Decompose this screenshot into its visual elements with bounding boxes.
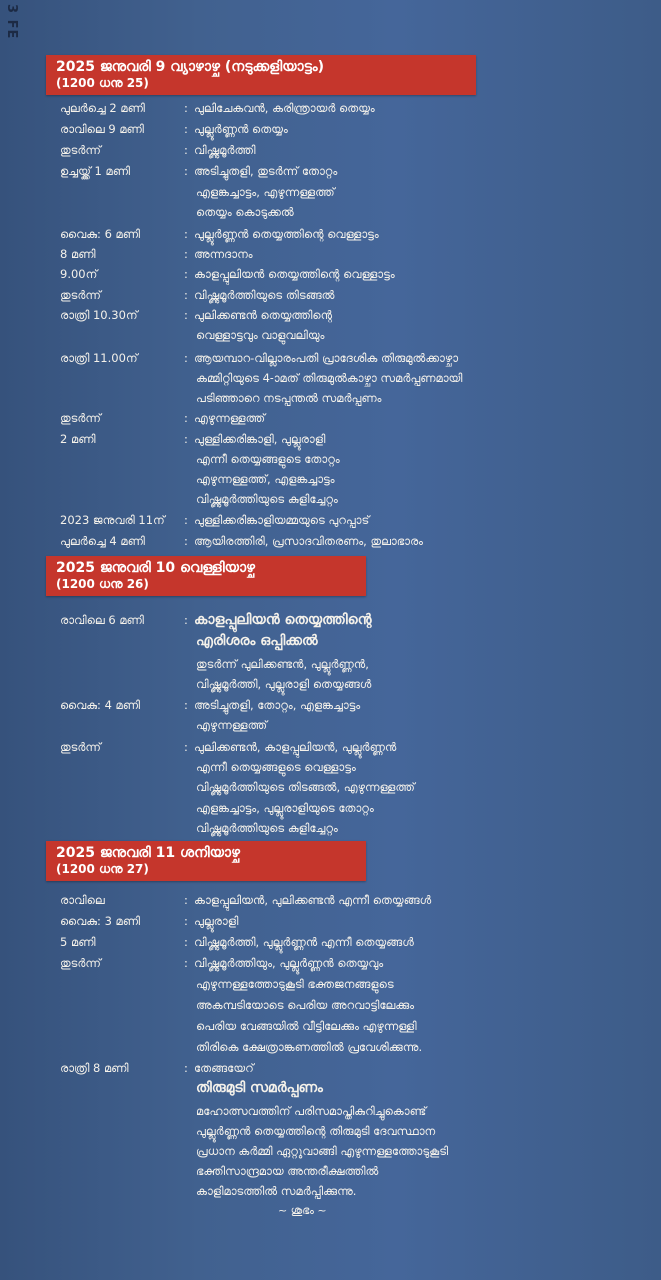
row-event: വിഷ്ണുമൂർത്തി, പുല്ലൂർണ്ണൻ എന്നീ തെയ്യങ്ങൾ (194, 935, 414, 949)
row-continuation: എളങ്കച്ചാട്ടം, എഴുന്നള്ളത്ത് (196, 185, 335, 199)
schedule-row: 5 മണി : വിഷ്ണുമൂർത്തി, പുല്ലൂർണ്ണൻ എന്നീ തെയ്യങ്ങൾ (60, 935, 414, 949)
row-time: രാവിലെ 9 മണി (60, 122, 144, 136)
row-time: തുടർന്ന് (60, 956, 101, 970)
row-event: കാളപ്പുലിയൻ തെയ്യത്തിന്റെ (194, 612, 372, 628)
row-continuation: പ്രധാന കർമ്മി ഏറ്റുവാങ്ങി എഴുന്നള്ളത്തോടുകൂടി (196, 1144, 449, 1158)
row-continuation: മഹോത്സവത്തിന് പരിസമാപ്തികുറിച്ചുകൊണ്ട് (196, 1104, 427, 1118)
schedule-row: രാത്രി 8 മണി : തേങ്ങയേറ് (60, 1061, 254, 1075)
row-event: കാളപ്പുലിയൻ തെയ്യത്തിന്റെ വെള്ളാട്ടം (194, 267, 395, 281)
day-heading: 2025 ജനുവരി 11 ശനിയാഴ്ച (56, 845, 240, 861)
row-continuation: വിഷ്ണുമൂർത്തിയുടെ കുളിച്ചേറ്റം (196, 492, 338, 506)
schedule-row: വൈകു: 4 മണി : അടിച്ചുതളി, തോറ്റം, എളങ്കച്ചാട്ടം (60, 698, 361, 712)
row-event: പുലിചേകവൻ, കരിന്ത്രായർ തെയ്യം (194, 101, 375, 115)
day-banner-2 (46, 556, 366, 596)
schedule-row: രാത്രി 11.00ന് : ആയമ്പാറ-വില്ലാരംപതി പ്രാദേശിക തിരുമുൽക്കാഴ്ചാ (60, 351, 459, 365)
row-time: രാത്രി 8 മണി (60, 1061, 129, 1075)
row-event: അടിച്ചുതളി, തുടർന്ന് തോറ്റം (194, 164, 338, 178)
row-continuation: കമ്മിറ്റിയുടെ 4-ാമത് തിരുമുൽകാഴ്ചാ സമർപ്പണമായി (196, 371, 463, 385)
day-banner-3 (46, 841, 366, 881)
row-continuation: അകമ്പടിയോടെ പെരിയ അറവാട്ടിലേക്കും (196, 998, 415, 1012)
row-time: തുടർന്ന് (60, 740, 101, 754)
schedule-row: വൈകു: 6 മണി : പുല്ലൂർണ്ണൻ തെയ്യത്തിന്റെ വെള്ളാട്ടം (60, 227, 379, 241)
row-time: തുടർന്ന് (60, 288, 101, 302)
row-event: പുല്ലൂർണ്ണൻ തെയ്യത്തിന്റെ വെള്ളാട്ടം (194, 227, 379, 241)
day-subheading: (1200 ധനു 25) (56, 76, 149, 90)
day-subheading: (1200 ധനു 26) (56, 577, 149, 591)
row-event: പുല്ലൂർണ്ണൻ തെയ്യം (194, 122, 288, 136)
schedule-row: രാവിലെ : കാളപ്പുലിയൻ, പുലിക്കണ്ടൻ എന്നീ തെയ്യങ്ങൾ (60, 893, 432, 907)
row-time: രാത്രി 11.00ന് (60, 351, 138, 365)
closing-mark: ~ ശുഭം ~ (278, 1204, 327, 1217)
row-time: രാത്രി 10.30ന് (60, 308, 138, 322)
schedule-row: തുടർന്ന് : എഴുന്നള്ളത്ത് (60, 411, 266, 425)
row-time: 5 മണി (60, 935, 96, 949)
row-event: എഴുന്നള്ളത്ത് (194, 411, 266, 425)
row-continuation: പെരിയ വേങ്ങയിൽ വീട്ടിലേക്കും എഴുന്നള്ളി (196, 1019, 417, 1033)
row-time: വൈകു: 4 മണി (60, 698, 141, 712)
row-time: 8 മണി (60, 247, 96, 261)
row-event: തേങ്ങയേറ് (194, 1061, 254, 1075)
schedule-row: തുടർന്ന് : പുലിക്കണ്ടൻ, കാളപ്പുലിയൻ, പുല്ലൂർണ്ണൻ (60, 740, 397, 754)
row-event: പുള്ളിക്കരിങ്കാളി, പുല്ലൂരാളി (194, 432, 326, 446)
row-time: പുലർച്ചെ 4 മണി (60, 534, 145, 548)
row-continuation: എളങ്കച്ചാട്ടം, പുല്ലൂരാളിയുടെ തോറ്റം (196, 801, 374, 815)
row-event: വിഷ്ണുമൂർത്തിയും, പുല്ലൂർണ്ണൻ തെയ്യവും (194, 956, 384, 970)
row-event: പുലിക്കണ്ടൻ തെയ്യത്തിന്റെ (194, 308, 333, 322)
schedule-row: തുടർന്ന് : വിഷ്ണുമൂർത്തിയും, പുല്ലൂർണ്ണൻ തെയ്യവും (60, 956, 384, 970)
day-banner-1 (46, 55, 476, 95)
row-continuation: വിഷ്ണുമൂർത്തിയുടെ തിടങ്ങൽ, എഴുന്നള്ളത്ത് (196, 780, 415, 794)
schedule-row: രാവിലെ 6 മണി : കാളപ്പുലിയൻ തെയ്യത്തിന്റെ (60, 612, 372, 628)
row-time: വൈകു: 6 മണി (60, 227, 141, 241)
row-time: 2023 ജനുവരി 11ന് (60, 513, 165, 527)
row-continuation: പടിഞ്ഞാറെ നടപ്പന്തൽ സമർപ്പണം (196, 391, 382, 405)
row-time: 2 മണി (60, 432, 96, 446)
schedule-row: വൈകു: 3 മണി : പുല്ലൂരാളി (60, 914, 239, 928)
schedule-row: 2023 ജനുവരി 11ന് : പുള്ളിക്കരിങ്കാളിയമ്മയുടെ പുറപ്പാട് (60, 513, 370, 527)
row-event: വിഷ്ണുമൂർത്തി (194, 143, 256, 157)
row-event: പുള്ളിക്കരിങ്കാളിയമ്മയുടെ പുറപ്പാട് (194, 513, 370, 527)
schedule-row: ഉച്ചയ്ക്ക് 1 മണി : അടിച്ചുതളി, തുടർന്ന് തോറ്റം (60, 164, 338, 178)
row-time: 9.00ന് (60, 267, 98, 281)
schedule-row: 8 മണി : അന്നദാനം (60, 247, 253, 261)
row-continuation: തിരികെ ക്ഷേത്രാങ്കണത്തിൽ പ്രവേശിക്കുന്നു. (196, 1040, 423, 1054)
day-subheading: (1200 ധനു 27) (56, 862, 149, 876)
schedule-row: 2 മണി : പുള്ളിക്കരിങ്കാളി, പുല്ലൂരാളി (60, 432, 326, 446)
schedule-row: പുലർച്ചെ 4 മണി : ആയിരത്തിരി, പ്രസാദവിതരണം, തുലാഭാരം (60, 534, 424, 548)
row-continuation: എന്നീ തെയ്യങ്ങളുടെ തോറ്റം (196, 452, 340, 466)
row-event: അടിച്ചുതളി, തോറ്റം, എളങ്കച്ചാട്ടം (194, 698, 361, 712)
row-continuation: എന്നീ തെയ്യങ്ങളുടെ വെള്ളാട്ടം (196, 760, 356, 774)
closing-text: ശുഭം (290, 1204, 314, 1217)
day-heading: 2025 ജനുവരി 10 വെള്ളിയാഴ്ച (56, 560, 256, 576)
schedule-row: തുടർന്ന് : വിഷ്ണുമൂർത്തി (60, 143, 256, 157)
schedule-row: രാവിലെ 9 മണി : പുല്ലൂർണ്ണൻ തെയ്യം (60, 122, 288, 136)
row-continuation: എരിശരം ഒപ്പിക്കൽ (196, 633, 318, 649)
day-heading: 2025 ജനുവരി 9 വ്യാഴാഴ്ച (നടുക്കളിയാട്ടം) (56, 59, 325, 75)
row-event: പുലിക്കണ്ടൻ, കാളപ്പുലിയൻ, പുല്ലൂർണ്ണൻ (194, 740, 397, 754)
row-continuation: തുടർന്ന് പുലിക്കണ്ടൻ, പുല്ലൂർണ്ണൻ, (196, 657, 369, 671)
row-event: ആയിരത്തിരി, പ്രസാദവിതരണം, തുലാഭാരം (194, 534, 424, 548)
row-event: വിഷ്ണുമൂർത്തിയുടെ തിടങ്ങൽ (194, 288, 335, 302)
row-continuation: എഴുന്നള്ളത്ത് (196, 718, 268, 732)
row-event: അന്നദാനം (194, 247, 253, 261)
row-event: പുല്ലൂരാളി (194, 914, 239, 928)
row-continuation: ഭക്തിസാന്ദ്രമായ അന്തരീക്ഷത്തിൽ (196, 1164, 379, 1178)
row-event: കാളപ്പുലിയൻ, പുലിക്കണ്ടൻ എന്നീ തെയ്യങ്ങൾ (194, 893, 432, 907)
row-time: രാവിലെ 6 മണി (60, 613, 144, 627)
row-time: പുലർച്ചെ 2 മണി (60, 101, 145, 115)
schedule-row: തുടർന്ന് : വിഷ്ണുമൂർത്തിയുടെ തിടങ്ങൽ (60, 288, 335, 302)
schedule-row: പുലർച്ചെ 2 മണി : പുലിചേകവൻ, കരിന്ത്രായർ തെയ്യം (60, 101, 375, 115)
row-time: രാവിലെ (60, 893, 105, 907)
row-continuation: തിരുമുടി സമർപ്പണം (196, 1080, 323, 1096)
row-continuation: കാളിമാടത്തിൽ സമർപ്പിക്കുന്നു. (196, 1184, 357, 1198)
edge-tag: 3 FE (4, 4, 19, 40)
row-continuation: പുല്ലൂർണ്ണൻ തെയ്യത്തിന്റെ തിരുമുടി ദേവസ്ഥാന (196, 1124, 436, 1138)
row-continuation: വെള്ളാട്ടവും വാളുവലിയും (196, 328, 325, 342)
row-continuation: വിഷ്ണുമൂർത്തിയുടെ കുളിച്ചേറ്റം (196, 821, 338, 835)
schedule-row: 9.00ന് : കാളപ്പുലിയൻ തെയ്യത്തിന്റെ വെള്ളാട്ടം (60, 267, 395, 281)
row-continuation: വിഷ്ണുമൂർത്തി, പുല്ലൂരാളി തെയ്യങ്ങൾ (196, 677, 372, 691)
row-continuation: തെയ്യം കൊടുക്കൽ (196, 205, 294, 219)
row-time: തുടർന്ന് (60, 143, 101, 157)
row-event: ആയമ്പാറ-വില്ലാരംപതി പ്രാദേശിക തിരുമുൽക്കാഴ്ചാ (194, 351, 459, 365)
schedule-row: രാത്രി 10.30ന് : പുലിക്കണ്ടൻ തെയ്യത്തിന്റെ (60, 308, 333, 322)
row-time: വൈകു: 3 മണി (60, 914, 141, 928)
row-continuation: എഴുന്നള്ളത്ത്, എളങ്കച്ചാട്ടം (196, 472, 335, 486)
row-continuation: എഴുന്നള്ളത്തോടുകൂടി ഭക്തജനങ്ങളുടെ (196, 977, 394, 991)
row-time: ഉച്ചയ്ക്ക് 1 മണി (60, 164, 131, 178)
row-time: തുടർന്ന് (60, 411, 101, 425)
